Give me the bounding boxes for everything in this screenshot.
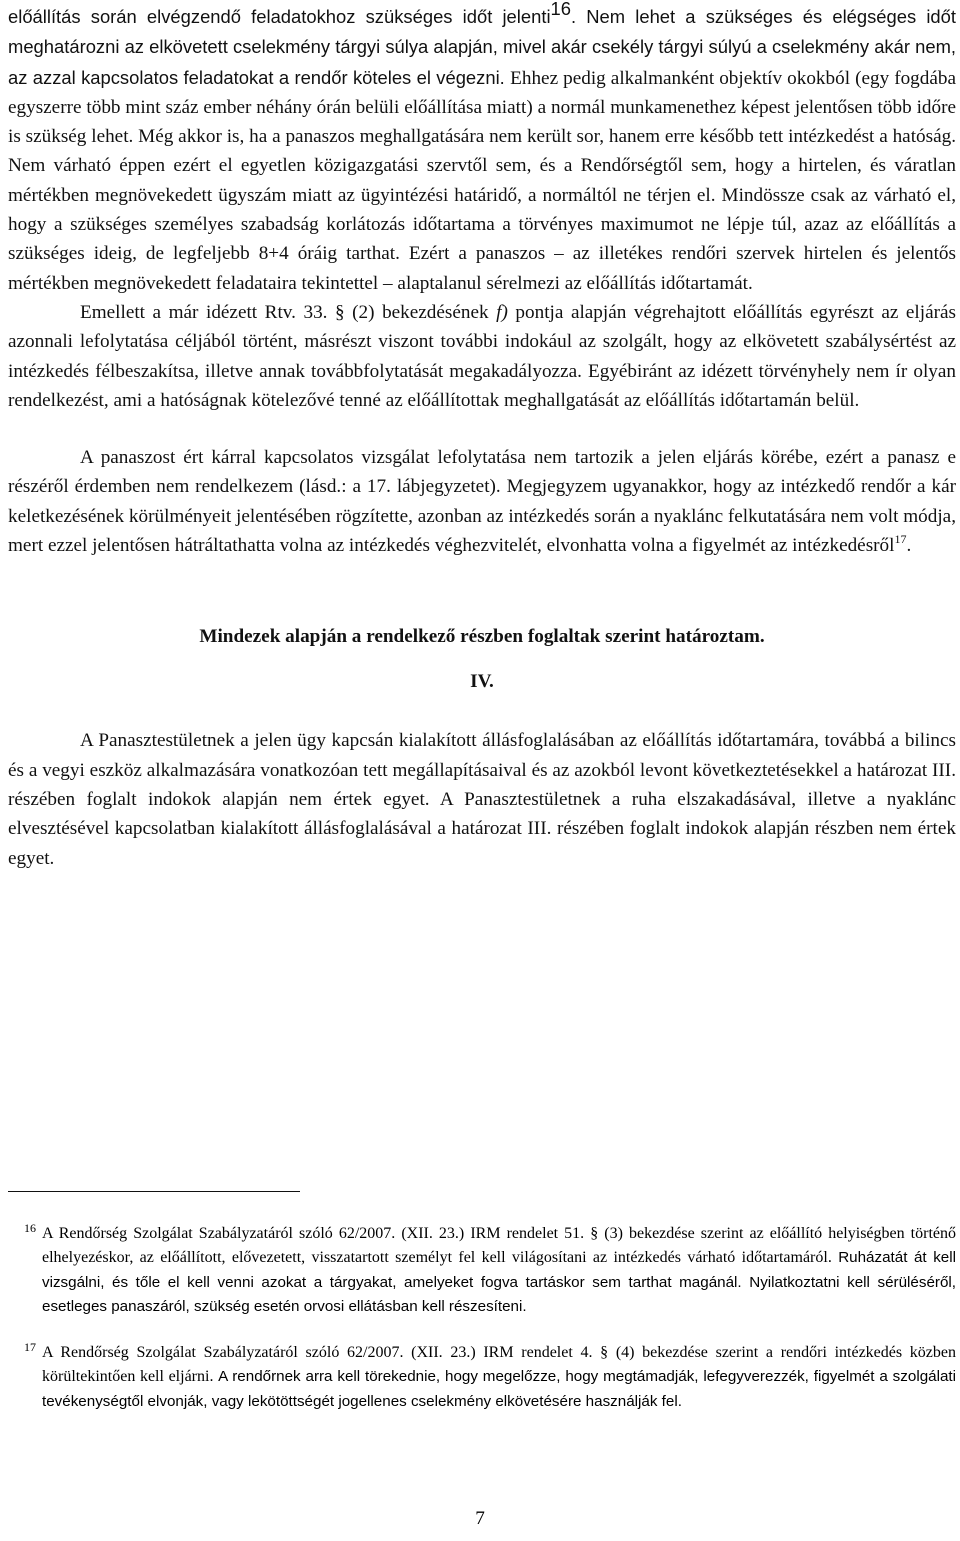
footnote-text: A Rendőrség Szolgálat Szabályzatáról szóló 62/2007. (XII. 23.) IRM rendelet 51. § (3) bekezdése szerint az előállító helyiségben történő elhelyezéskor, az előállított, elővezetett, visszatartott személyt fel kell világosítani az intézkedés várható időtartamáról.	[42, 1225, 956, 1267]
footnotes	[8, 1222, 956, 1414]
body-paragraph-2	[8, 298, 956, 415]
page-number: 7	[475, 1508, 485, 1529]
paragraph-text: Emellett a már idézett Rtv. 33. § (2) bekezdésének	[80, 301, 497, 323]
paragraph-text: előállítás során elvégzendő feladatokhoz szükséges időt jelenti	[8, 6, 551, 27]
footnote-separator	[8, 1191, 300, 1192]
decision-heading: Mindezek alapján a rendelkező részben foglaltak szerint határoztam.	[199, 626, 765, 648]
paragraph-text: A panaszost ért kárral kapcsolatos vizsgálat lefolytatása nem tartozik a jelen eljárás körébe, ezért a panasz e részéről érdemben nem rendelkezem (lásd.: a 17. lábjegyzetet). Megjegyzem ugyanakkor, hogy az intézkedő rendőr a kár keletkezésének körülményeit jelentésében rögzítette, azonban az intézkedés során a nyaklánc felkutatására nem volt módja, mert ezzel jelentősen hátráltathatta volna az intézkedés véghezvitelét, elvonhatta volna a figyelmét az intézkedésről	[8, 447, 956, 557]
paragraph-italic-text: f)	[496, 301, 508, 323]
footnote-text: Ruházatát át kell vizsgálni, és tőle el kell venni azokat a tárgyakat, amelyeket fogva tartáskor sem tarthat magánál. Nyilatkoztatni kell sérüléséről, esetleges panaszáról, szükség esetén orvosi ellátásban kell részesíteni.	[42, 1249, 957, 1315]
section-heading: IV.	[470, 671, 494, 693]
body-paragraph-1	[8, 2, 956, 298]
body-paragraph-3	[8, 443, 956, 560]
footnote-16	[8, 1222, 956, 1319]
footnote-number: 16	[24, 1221, 36, 1235]
paragraph-text: pontja alapján végrehajtott előállítás egyrészt az eljárás azonnali lefolytatása céljából történt, másrészt viszont további indokául az szolgált, hogy az elkövetett szabálysértést az intézkedés félbeszakítsa, illetve annak továbbfolytatását megakadályozza. Egyébiránt az idézett törvényhely nem ír olyan rendelkezést, ami a hatóságnak kötelezővé tenné az előállítottak meghallgatását az előállítás időtartamán belül.	[8, 301, 956, 411]
paragraph-text: Nem várható éppen ezért el egyetlen közigazgatási szervtől sem, és a Rendőrségtől sem, hogy a hirtelen, és váratlan mértékben megnövekedett ügyszám miatt az ügyintézési határidő, a normáltól ne térjen el. Mindössze csak az várható el, hogy a szükséges személyes szabadság korlátozás időtartama a törvényes maximumot ne lépje túl, azaz az előállítás a szükséges ideig, de legfeljebb 8+4 óráig tarthat. Ezért a panaszos – az illetékes rendőri szervek hirtelen és jelentős mértékben megnövekedett feladataira tekintettel – alaptalanul sérelmezi az előállítás időtartamát.	[8, 155, 956, 294]
paragraph-text: Ehhez pedig alkalmanként objektív okokból (egy fogdába egyszerre több mint száz ember néhány órán belüli előállítása miatt) a normál munkamenethez képest jelentősen több időre is szükség lehet. Még akkor is, ha a panaszos meghallgatására nem került sor, hanem erre később tett intézkedést a hatóság.	[8, 67, 956, 148]
document-page	[8, 2, 956, 873]
body-paragraph-4: A Panasztestületnek a jelen ügy kapcsán kialakított állásfoglalásában az előállítás időtartamára, továbbá a bilincs és a vegyi eszköz alkalmazására vonatkozóan tett megállapításaival és az azokból levont következtetésekkel a határozat III. részében foglalt indokok alapján nem értek egyet. A Panasztestületnek a ruha elszakadásával, illetve a nyaklánc elvesztésével kapcsolatban kialakított állásfoglalásával a határozat III. részében foglalt indokok alapján részben nem értek egyet.	[8, 730, 956, 869]
footnote-number: 17	[24, 1340, 36, 1355]
footnote-text: A rendőrnek arra kell törekednie, hogy megelőzze, hogy megtámadják, lefegyverezzék, figyelmét a szolgálati tevékenységtől elvonják, vagy lekötöttségét jogellenes cselekmény elkövetésére használják fel.	[42, 1368, 956, 1410]
paragraph-text: .	[906, 535, 912, 557]
footnote-reference-17[interactable]: 17	[894, 532, 907, 547]
footnote-reference-16[interactable]: 16	[550, 0, 571, 19]
paragraph-text: . Nem lehet a szükséges és elégséges időt meghatározni az elkövetett cselekmény tárgyi súlya alapján, mivel akár csekély tárgyi súlyú a cselekmény akár nem, az azzal kapcsolatos feladatokat a rendőr köteles el végezni.	[8, 6, 956, 88]
footnote-text: A Rendőrség Szolgálat Szabályzatáról szóló 62/2007. (XII. 23.) IRM rendelet 4. § (4) bekezdése szerint a rendőri intézkedés közben körültekintően kell eljárni.	[42, 1344, 956, 1386]
footnote-17	[8, 1341, 956, 1414]
